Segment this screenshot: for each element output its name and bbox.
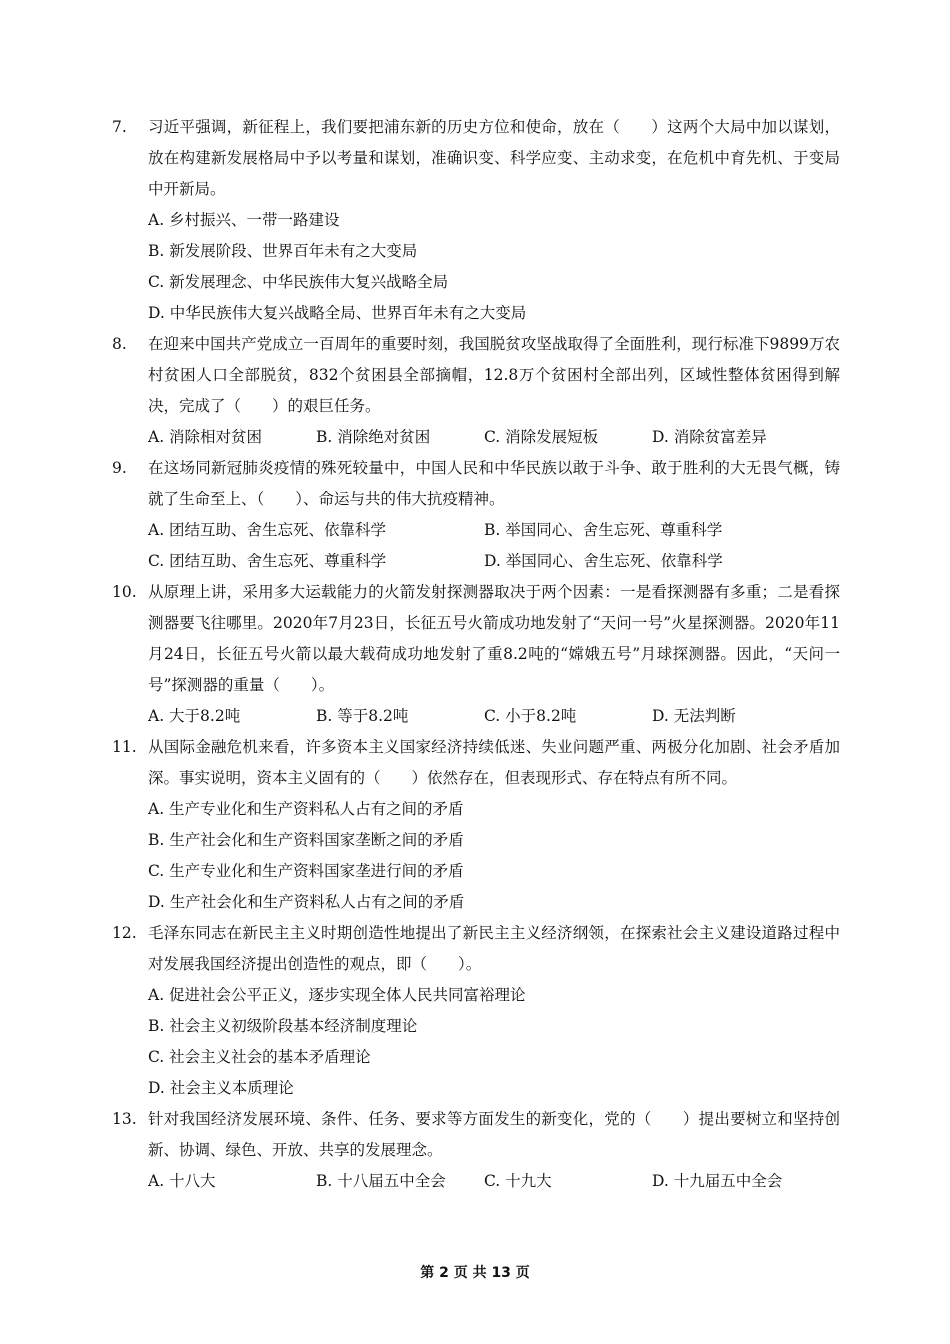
question-text: 在这场同新冠肺炎疫情的殊死较量中，中国人民和中华民族以敢于斗争、敢于胜利的大无畏气概，铸就了生命至上、（ ）、命运与共的伟大抗疫精神。 (148, 459, 840, 508)
question-number: 8. (112, 335, 127, 353)
options (112, 515, 840, 577)
option-c[interactable]: C. 团结互助、舍生忘死、尊重科学 (148, 552, 387, 570)
question-text: 从原理上讲，采用多大运载能力的火箭发射探测器取决于两个因素：一是看探测器有多重；二是看探测器要飞往哪里。2020年7月23日，长征五号火箭成功地发射了“天问一号”火星探测器。2020年11月24日，长征五号火箭以最大载荷成功地发射了重8.2吨的“嫦娥五号”月球探测器。因此，“天问一号”探测器的重量（ ）。 (148, 583, 840, 694)
question-text: 从国际金融危机来看，许多资本主义国家经济持续低迷、失业问题严重、两极分化加剧、社会矛盾加深。事实说明，资本主义固有的（ ）依然存在，但表现形式、存在特点有所不同。 (148, 738, 840, 787)
option-a[interactable]: A. 团结互助、舍生忘死、依靠科学 (148, 521, 387, 539)
question-13 (112, 1104, 840, 1197)
question-number: 12. (112, 924, 137, 942)
question-list (112, 112, 840, 1197)
option-d[interactable]: D. 举国同心、舍生忘死、依靠科学 (484, 552, 723, 570)
option-b[interactable]: B. 举国同心、舍生忘死、尊重科学 (484, 521, 723, 539)
question-10 (112, 577, 840, 732)
question-text: 在迎来中国共产党成立一百周年的重要时刻，我国脱贫攻坚战取得了全面胜利，现行标准下9899万农村贫困人口全部脱贫，832个贫困县全部摘帽，12.8万个贫困村全部出列，区域性整体贫困得到解决，完成了（ ）的艰巨任务。 (148, 335, 840, 415)
options (112, 701, 840, 732)
question-number: 11. (112, 738, 137, 756)
option-b[interactable]: B. 社会主义初级阶段基本经济制度理论 (148, 1017, 418, 1035)
options (112, 980, 840, 1104)
option-c[interactable]: C. 十九大 (484, 1172, 552, 1190)
option-a[interactable]: A. 消除相对贫困 (148, 428, 263, 446)
option-b[interactable]: B. 生产社会化和生产资料国家垄断之间的矛盾 (148, 831, 464, 849)
option-a[interactable]: A. 促进社会公平正义，逐步实现全体人民共同富裕理论 (148, 986, 526, 1004)
question-text: 毛泽东同志在新民主主义时期创造性地提出了新民主主义经济纲领，在探索社会主义建设道路过程中对发展我国经济提出创造性的观点，即（ ）。 (148, 924, 840, 973)
question-12 (112, 918, 840, 1104)
option-a[interactable]: A. 大于8.2吨 (148, 707, 241, 725)
question-number: 9. (112, 459, 127, 477)
question-text: 习近平强调，新征程上，我们要把浦东新的历史方位和使命，放在（ ）这两个大局中加以谋划，放在构建新发展格局中予以考量和谋划，准确识变、科学应变、主动求变，在危机中育先机、于变局中开新局。 (148, 118, 840, 198)
option-d[interactable]: D. 中华民族伟大复兴战略全局、世界百年未有之大变局 (148, 304, 527, 322)
option-c[interactable]: C. 新发展理念、中华民族伟大复兴战略全局 (148, 273, 449, 291)
option-b[interactable]: B. 消除绝对贫困 (316, 428, 431, 446)
question-text: 针对我国经济发展环境、条件、任务、要求等方面发生的新变化，党的（ ）提出要树立和坚持创新、协调、绿色、开放、共享的发展理念。 (148, 1110, 840, 1159)
options (112, 1166, 840, 1197)
option-a[interactable]: A. 生产专业化和生产资料私人占有之间的矛盾 (148, 800, 464, 818)
question-9 (112, 453, 840, 577)
option-b[interactable]: B. 新发展阶段、世界百年未有之大变局 (148, 242, 418, 260)
question-8 (112, 329, 840, 453)
option-a[interactable]: A. 十八大 (148, 1172, 216, 1190)
option-d[interactable]: D. 十九届五中全会 (652, 1172, 783, 1190)
question-number: 13. (112, 1110, 137, 1128)
option-d[interactable]: D. 消除贫富差异 (652, 428, 767, 446)
option-c[interactable]: C. 生产专业化和生产资料国家垄进行间的矛盾 (148, 862, 464, 880)
options (112, 794, 840, 918)
option-b[interactable]: B. 等于8.2吨 (316, 707, 409, 725)
question-7 (112, 112, 840, 329)
options (112, 422, 840, 453)
page-footer: 第 2 页 共 13 页 (420, 1265, 530, 1281)
question-number: 10. (112, 583, 137, 601)
option-c[interactable]: C. 小于8.2吨 (484, 707, 577, 725)
option-b[interactable]: B. 十八届五中全会 (316, 1172, 446, 1190)
option-d[interactable]: D. 生产社会化和生产资料私人占有之间的矛盾 (148, 893, 465, 911)
option-c[interactable]: C. 社会主义社会的基本矛盾理论 (148, 1048, 371, 1066)
option-c[interactable]: C. 消除发展短板 (484, 428, 599, 446)
option-d[interactable]: D. 社会主义本质理论 (148, 1079, 294, 1097)
option-d[interactable]: D. 无法判断 (652, 707, 736, 725)
question-number: 7. (112, 118, 127, 136)
option-a[interactable]: A. 乡村振兴、一带一路建设 (148, 211, 340, 229)
options (112, 205, 840, 329)
question-11 (112, 732, 840, 918)
